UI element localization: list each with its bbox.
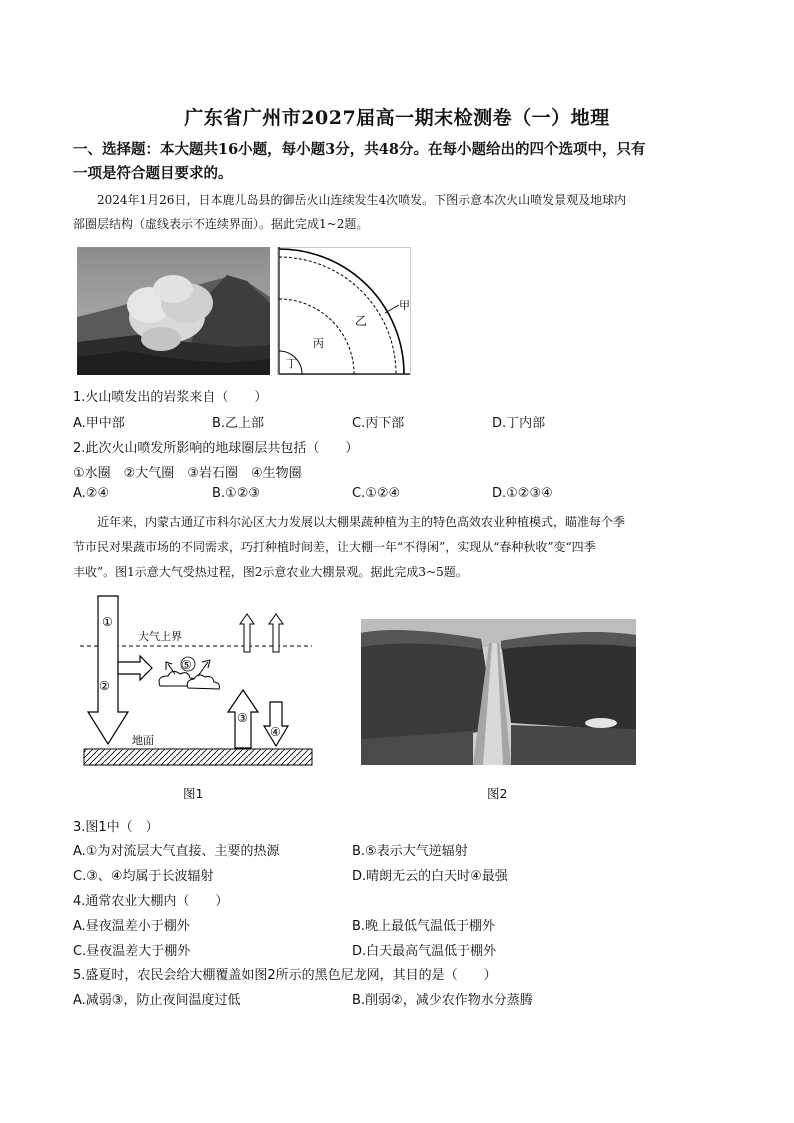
mark-5: ⑤ <box>181 658 192 672</box>
q1-option-d[interactable]: D.丁内部 <box>492 416 546 431</box>
q2-items: ①水圈 ②大气圈 ③岩石圈 ④生物圈 <box>73 466 302 481</box>
earth-layers-diagram <box>277 247 427 375</box>
q2-option-c[interactable]: C.①②④ <box>352 486 401 501</box>
passage2-line3: 丰收”。图1示意大气受热过程，图2示意农业大棚景观。据此完成3~5题。 <box>73 565 468 579</box>
q4-option-d[interactable]: D.白天最高气温低于棚外 <box>352 944 497 959</box>
q4-option-a[interactable]: A.昼夜温差小于棚外 <box>73 919 190 934</box>
fig1-caption: 图1 <box>183 786 204 801</box>
q5-stem: 5.盛夏时，农民会给大棚覆盖如图2所示的黑色尼龙网，其目的是（ ） <box>73 968 497 983</box>
fig2-caption: 图2 <box>487 786 508 801</box>
q1-stem: 1.火山喷发出的岩浆来自（ ） <box>73 390 268 405</box>
q4-option-b[interactable]: B.晚上最低气温低于棚外 <box>352 919 496 934</box>
q5-option-b[interactable]: B.削弱②，减少农作物水分蒸腾 <box>352 993 533 1008</box>
label-bing: 丙 <box>313 337 324 350</box>
mark-1: ① <box>102 615 113 629</box>
mark-2: ② <box>99 679 110 693</box>
label-ground: 地面 <box>132 734 154 747</box>
passage2-line1: 近年来，内蒙古通辽市科尔沁区大力发展以大棚果蔬种植为主的特色高效农业种植模式，瞄准每个季 <box>97 515 626 529</box>
label-upper-atmosphere: 大气上界 <box>138 630 182 643</box>
mark-4: ④ <box>270 725 281 739</box>
q1-option-b[interactable]: B.乙上部 <box>212 416 265 431</box>
q1-option-a[interactable]: A.甲中部 <box>73 416 125 431</box>
q3-option-c[interactable]: C.③、④均属于长波辐射 <box>73 869 214 884</box>
passage2-line2: 节市民对果蔬市场的不同需求，巧打种植时间差，让大棚一年“不得闲”，实现从“春种秋收”变“四季 <box>73 540 596 554</box>
section-heading-line2: 一项是符合题目要求的。 <box>73 165 233 182</box>
q2-stem: 2.此次火山喷发所影响的地球圈层共包括（ ） <box>73 441 359 456</box>
q2-option-a[interactable]: A.②④ <box>73 486 110 501</box>
q4-option-c[interactable]: C.昼夜温差大于棚外 <box>73 944 191 959</box>
q3-stem: 3.图1中（ ） <box>73 820 159 835</box>
fig1-atmosphere-heating-diagram <box>80 594 315 770</box>
passage1-line1: 2024年1月26日，日本鹿儿岛县的御岳火山连续发生4次喷发。下图示意本次火山喷发景观及地球内 <box>97 193 627 207</box>
q1-option-c[interactable]: C.丙下部 <box>352 416 405 431</box>
q2-option-b[interactable]: B.①②③ <box>212 486 261 501</box>
section-heading-line1: 一、选择题：本大题共16小题，每小题3分，共48分。在每小题给出的四个选项中，只有 <box>73 141 646 158</box>
q4-stem: 4.通常农业大棚内（ ） <box>73 894 229 909</box>
mark-3: ③ <box>237 711 248 725</box>
fig2-greenhouse-photo <box>361 619 636 765</box>
q5-option-a[interactable]: A.减弱③，防止夜间温度过低 <box>73 993 241 1008</box>
q2-option-d[interactable]: D.①②③④ <box>492 486 553 501</box>
volcano-photo <box>77 247 270 375</box>
label-jia: 甲 <box>399 299 410 312</box>
q3-option-b[interactable]: B.⑤表示大气逆辐射 <box>352 844 468 859</box>
label-yi: 乙 <box>355 314 368 328</box>
page-title: 广东省广州市2027届高一期末检测卷（一）地理 <box>184 107 610 129</box>
q3-option-d[interactable]: D.晴朗无云的白天时④最强 <box>352 869 508 884</box>
label-ding: 丁 <box>286 357 297 370</box>
passage1-line2: 部圈层结构（虚线表示不连续界面）。据此完成1~2题。 <box>73 217 369 231</box>
q3-option-a[interactable]: A.①为对流层大气直接、主要的热源 <box>73 844 280 859</box>
